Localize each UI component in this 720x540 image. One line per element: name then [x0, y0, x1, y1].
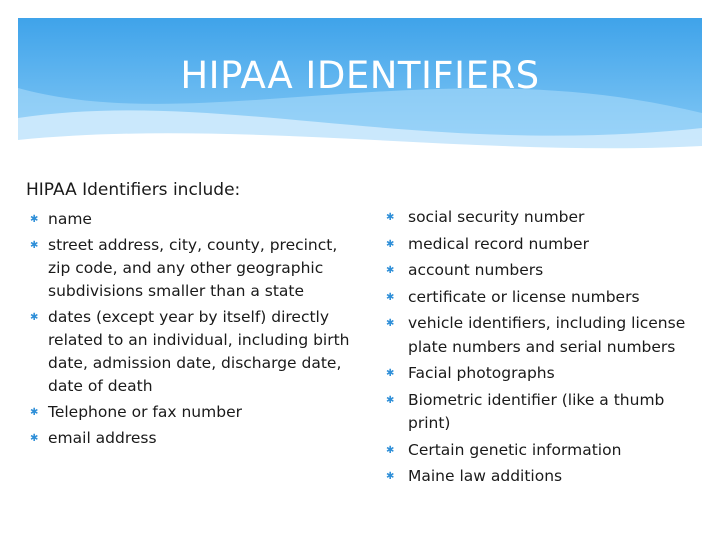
page-title: HIPAA IDENTIFIERS	[180, 54, 540, 97]
asterisk-bullet-icon: ✱	[386, 444, 395, 456]
list-item: ✱ Certain genetic information	[386, 439, 706, 463]
identifiers-list-left	[30, 208, 360, 453]
asterisk-bullet-icon: ✱	[30, 240, 39, 251]
asterisk-bullet-icon: ✱	[386, 471, 395, 482]
list-item: ✱ email address	[30, 427, 360, 450]
list-item: ✱ Facial photographs	[386, 362, 706, 386]
list-item: ✱ street address, city, county, precinct, zip code, and any other geographic subdivisions smaller than a state	[30, 236, 338, 300]
asterisk-bullet-icon: ✱	[30, 433, 39, 444]
asterisk-bullet-icon: ✱	[30, 312, 39, 323]
list-item: ✱ Biometric identifier (like a thumb print)	[386, 390, 665, 432]
list-item: ✱ name	[30, 208, 360, 231]
asterisk-bullet-icon: ✱	[386, 238, 395, 250]
asterisk-bullet-icon: ✱	[30, 407, 39, 418]
asterisk-bullet-icon: ✱	[386, 394, 395, 406]
asterisk-bullet-icon: ✱	[386, 291, 395, 303]
identifiers-heading: HIPAA Identifiers include:	[26, 180, 241, 200]
list-item: ✱ Maine law additions	[386, 465, 706, 489]
asterisk-bullet-icon: ✱	[30, 214, 39, 225]
asterisk-bullet-icon: ✱	[386, 318, 395, 329]
identifiers-list-right	[386, 206, 706, 492]
asterisk-bullet-icon: ✱	[386, 368, 395, 379]
asterisk-bullet-icon: ✱	[386, 212, 395, 223]
list-item: ✱ account numbers	[386, 259, 706, 283]
list-item: ✱ dates (except year by itself) directly related to an individual, including birth date, admission date, discharge date, date of death	[30, 308, 350, 395]
list-item: ✱ certificate or license numbers	[386, 286, 706, 310]
list-item: ✱ medical record number	[386, 233, 706, 257]
title-banner	[18, 18, 702, 158]
asterisk-bullet-icon: ✱	[386, 265, 395, 276]
list-item: ✱ Telephone or fax number	[30, 401, 360, 424]
list-item: ✱ vehicle identifiers, including license plate numbers and serial numbers	[386, 314, 686, 356]
list-item: ✱ social security number	[386, 206, 706, 230]
